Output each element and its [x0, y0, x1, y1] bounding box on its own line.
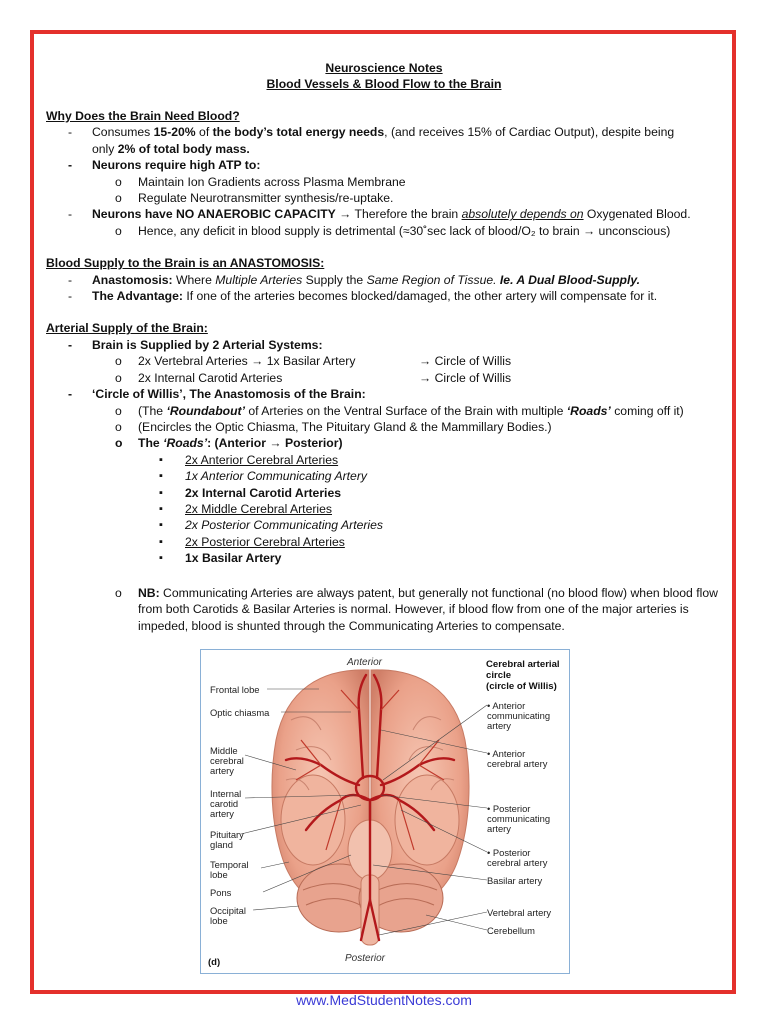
sub-roads: o The ‘Roads’: (Anterior → Posterior) [46, 435, 722, 451]
bullet-energy-cont: only 2% of total body mass. [92, 141, 250, 156]
sub-roundabout: o (The ‘Roundabout’ of Arteries on the Ventral Surface of the Brain with multiple ‘Roads’ coming off it) [46, 403, 722, 419]
label-temporal-lobe: Temporal lobe [210, 859, 249, 880]
sub-ion-gradients: o Maintain Ion Gradients across Plasma Membrane [46, 174, 722, 190]
label-posterior-communicating-artery: • Posterior communicating artery [487, 803, 551, 834]
label-cerebellum: Cerebellum [487, 925, 535, 936]
sub-encircles: o (Encircles the Optic Chiasma, The Pituitary Gland & the Mammillary Bodies.) [46, 419, 722, 435]
label-middle-cerebral-artery: Middle cerebral artery [210, 745, 244, 776]
sub-carotid: o 2x Internal Carotid Arteries → Circle of Willis [46, 370, 722, 386]
label-internal-carotid-artery: Internal carotid artery [210, 788, 242, 819]
label-posterior-cerebral-artery: • Posterior cerebral artery [487, 847, 548, 868]
label-pons: Pons [210, 887, 232, 898]
bullet-circle-of-willis: - ‘Circle of Willis’, The Anastomosis of the Brain: [46, 386, 722, 402]
label-anterior-communicating-artery: • Anterior communicating artery [487, 700, 551, 731]
bullet-two-systems: - Brain is Supplied by 2 Arterial Systems: [46, 337, 722, 353]
bullet-energy: - Consumes 15-20% of the body’s total energy needs, (and receives 15% of Cardiac Output), despite being [46, 124, 722, 140]
road-item: ▪ 2x Middle Cerebral Arteries [46, 501, 722, 517]
figure-label-posterior: Posterior [345, 953, 386, 964]
road-item: ▪ 2x Posterior Cerebral Arteries [46, 534, 722, 550]
sub-neurotransmitter: o Regulate Neurotransmitter synthesis/re-uptake. [46, 190, 722, 206]
label-optic-chiasma: Optic chiasma [210, 707, 270, 718]
label-occipital-lobe: Occipital lobe [210, 905, 246, 926]
doc-title-line1: Neuroscience Notes [325, 61, 443, 75]
figure-panel-letter: (d) [208, 957, 221, 968]
bullet-advantage: - The Advantage: If one of the arteries becomes blocked/damaged, the other artery will compensate for it. [46, 288, 722, 304]
doc-title-line2: Blood Vessels & Blood Flow to the Brain [266, 77, 502, 91]
sub-vertebral: o 2x Vertebral Arteries → 1x Basilar Artery → Circle of Willis [46, 353, 722, 369]
figure-title: Cerebral arterial circle (circle of Willis) [486, 659, 560, 692]
road-item: ▪ 2x Anterior Cerebral Arteries [46, 452, 722, 468]
label-anterior-cerebral-artery: • Anterior cerebral artery [487, 748, 548, 769]
label-basilar-artery: Basilar artery [487, 875, 543, 886]
label-frontal-lobe: Frontal lobe [210, 684, 260, 695]
footer-website: www.MedStudentNotes.com [296, 992, 472, 1008]
circle-of-willis-figure [200, 649, 570, 974]
road-item: ▪ 2x Posterior Communicating Arteries [46, 517, 722, 533]
sub-deficit: o Hence, any deficit in blood supply is detrimental (≈30˚sec lack of blood/O₂ to brain → unconscious) [46, 223, 722, 239]
road-item: ▪ 1x Anterior Communicating Artery [46, 468, 722, 484]
bullet-atp: - Neurons require high ATP to: [46, 157, 722, 173]
bullet-anastomosis-def: - Anastomosis: Where Multiple Arteries Supply the Same Region of Tissue. Ie. A Dual Blood-Supply. [46, 272, 722, 288]
nb-paragraph: o NB: Communicating Arteries are always patent, but generally not functional (no blood flow) when blood flow from both Carotids & Basilar Arteries is normal. However, if blood flow from one of the major arteries is impeded, blood is shunted through the Communicating Arteries to compensate. [46, 585, 722, 635]
bullet-anaerobic: - Neurons have NO ANAEROBIC CAPACITY → Therefore the brain absolutely depends on Oxygenated Blood. [46, 206, 722, 222]
road-item: ▪ 2x Internal Carotid Arteries [46, 485, 722, 501]
figure-label-anterior: Anterior [347, 657, 383, 668]
section-heading-why-blood: Why Does the Brain Need Blood? [46, 109, 240, 123]
section-heading-anastomosis: Blood Supply to the Brain is an ANASTOMOSIS: [46, 256, 325, 271]
document-body [46, 60, 722, 635]
road-item: ▪ 1x Basilar Artery [46, 550, 722, 566]
label-vertebral-artery: Vertebral artery [487, 907, 552, 918]
section-heading-arterial-supply: Arterial Supply of the Brain: [46, 321, 208, 336]
label-pituitary-gland: Pituitary gland [210, 829, 244, 850]
